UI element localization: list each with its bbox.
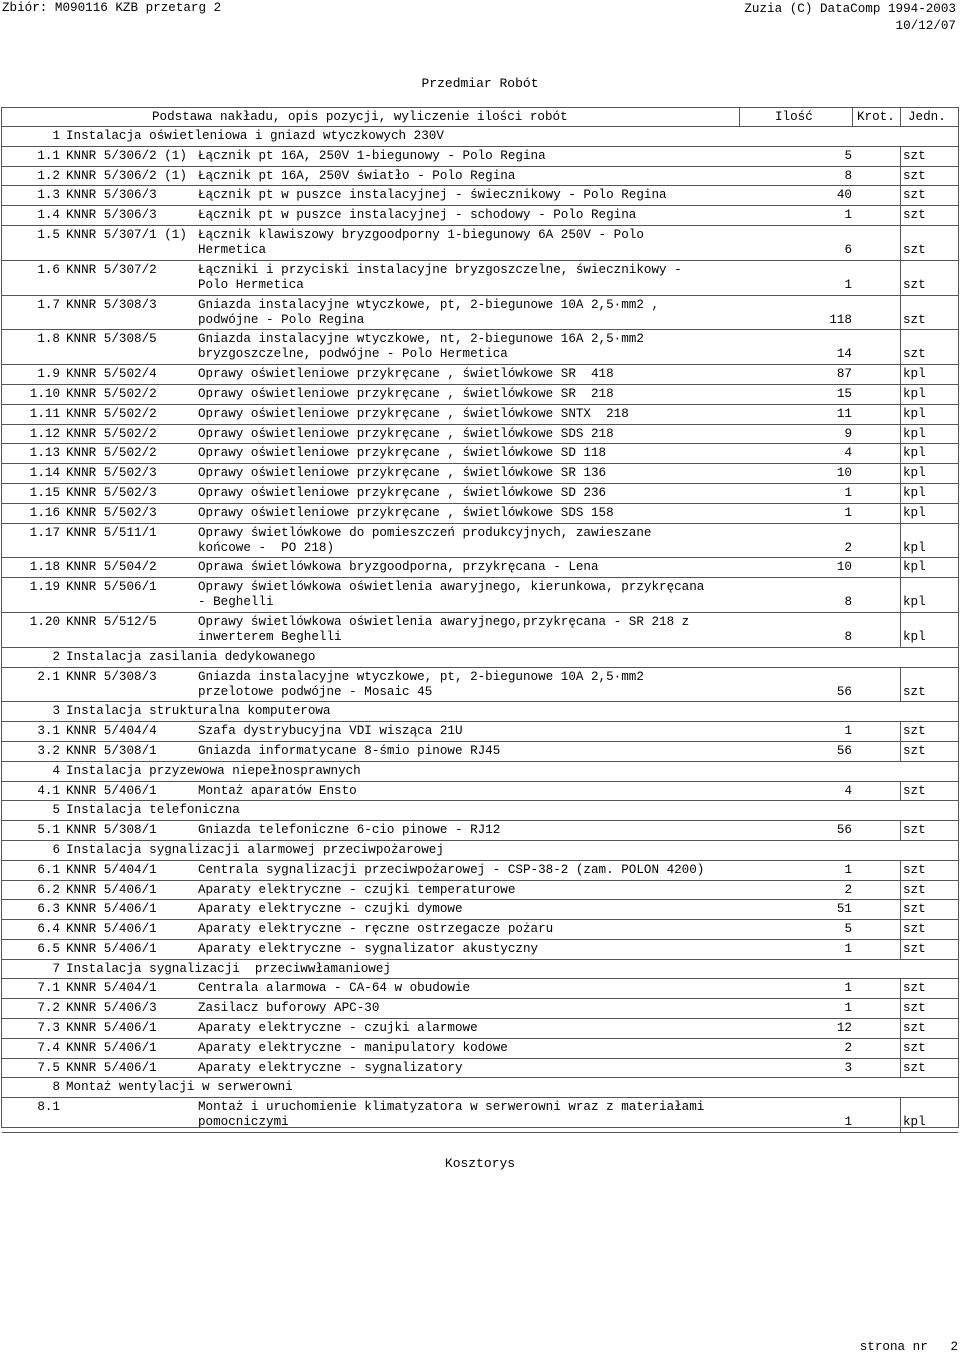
- item-number: 1.2: [37, 168, 60, 183]
- section-row: [2, 1078, 958, 1098]
- item-description: Łącznik klawiszowy bryzgoodporny 1-biegunowy 6A 250V - Polo Hermetica: [198, 227, 644, 257]
- item-number: 1.8: [37, 332, 60, 347]
- item-quantity: 1: [844, 277, 852, 292]
- item-description: Oprawy oświetleniowe przykręcane , świetlówkowe SR 136: [198, 466, 607, 481]
- item-description: Łącznik pt 16A, 250V światło - Polo Regina: [198, 168, 516, 183]
- item-quantity: 118: [829, 312, 852, 327]
- item-unit: szt: [903, 922, 926, 937]
- item-unit: szt: [903, 1060, 926, 1075]
- table-header: [2, 108, 958, 127]
- item-number: 1.20: [29, 614, 60, 629]
- norm-code: KNNR 5/406/3: [66, 1001, 157, 1016]
- item-description: Oprawy oświetleniowe przykręcane , świetlówkowe SDS 158: [198, 505, 614, 520]
- item-description: Aparaty elektryczne - czujki temperaturowe: [198, 882, 516, 897]
- table-body: [2, 127, 958, 1133]
- print-date: 10/12/07: [895, 19, 956, 33]
- norm-code: KNNR 5/308/3: [66, 669, 157, 684]
- item-description: Centrala sygnalizacji przeciwpożarowej - CSP-38-2 (zam. POLON 4200): [198, 862, 705, 877]
- item-unit: szt: [903, 242, 926, 257]
- item-unit: szt: [903, 188, 926, 203]
- section-title: Instalacja sygnalizacji przeciwwłamaniowej: [66, 961, 391, 976]
- item-description: Aparaty elektryczne - ręczne ostrzegacze pożaru: [198, 922, 554, 937]
- item-number: 6.3: [37, 902, 60, 917]
- item-unit: kpl: [903, 629, 926, 644]
- section-number: 1: [52, 129, 60, 143]
- item-quantity: 40: [836, 188, 852, 203]
- norm-code: KNNR 5/307/2: [66, 262, 157, 277]
- item-description: Aparaty elektryczne - czujki dymowe: [198, 902, 463, 917]
- section-title: Instalacja strukturalna komputerowa: [66, 704, 331, 719]
- item-number: 1.12: [29, 426, 60, 441]
- item-number: 1.19: [29, 580, 60, 595]
- column-header-description: Podstawa nakładu, opis pozycji, wyliczenie ilości robót: [152, 110, 568, 124]
- norm-code: KNNR 5/308/3: [66, 297, 157, 312]
- item-description: Oprawy świetlówkowa oświetlenia awaryjnego, kierunkowa, przykręcana - Beghelli: [198, 580, 705, 610]
- item-unit: szt: [903, 823, 926, 838]
- norm-code: KNNR 5/404/4: [66, 724, 157, 739]
- item-number: 7.2: [37, 1001, 60, 1016]
- table-row: [2, 226, 958, 261]
- item-unit: szt: [903, 684, 926, 699]
- item-description: Łącznik pt w puszce instalacyjnej - świecznikowy - Polo Regina: [198, 188, 667, 203]
- item-number: 7.1: [37, 981, 60, 996]
- norm-code: KNNR 5/502/3: [66, 466, 157, 481]
- norm-code: KNNR 5/406/1: [66, 1040, 157, 1055]
- item-description: Oprawy oświetleniowe przykręcane , świetlówkowe SNTX 218: [198, 406, 629, 421]
- table-row: [2, 861, 958, 881]
- section-row: [2, 960, 958, 980]
- section-row: [2, 127, 958, 147]
- item-number: 1.13: [29, 446, 60, 461]
- item-description: Gniazda informatycane 8-śmio pinowe RJ45: [198, 743, 501, 758]
- norm-code: KNNR 5/504/2: [66, 560, 157, 575]
- item-description: Łącznik pt 16A, 250V 1-biegunowy - Polo Regina: [198, 148, 546, 163]
- item-description: Oprawy oświetleniowe przykręcane , świetlówkowe SR 218: [198, 386, 614, 401]
- item-unit: kpl: [903, 466, 926, 481]
- item-unit: szt: [903, 1040, 926, 1055]
- norm-code: KNNR 5/308/5: [66, 332, 157, 347]
- item-quantity: 56: [836, 684, 852, 699]
- item-quantity: 10: [836, 560, 852, 575]
- item-description: Gniazda instalacyjne wtyczkowe, pt, 2-biegunowe 10A 2,5·mm2 , podwójne - Polo Regina: [198, 297, 660, 327]
- item-unit: szt: [903, 148, 926, 163]
- item-quantity: 5: [844, 922, 852, 937]
- item-unit: kpl: [903, 505, 926, 520]
- item-quantity: 6: [844, 242, 852, 257]
- item-quantity: 4: [844, 446, 852, 461]
- item-number: 1.1: [37, 148, 60, 163]
- item-number: 6.1: [37, 862, 60, 877]
- item-unit: szt: [903, 882, 926, 897]
- item-number: 1.10: [29, 386, 60, 401]
- table-row: [2, 900, 958, 920]
- item-quantity: 15: [836, 386, 852, 401]
- item-number: 1.14: [29, 466, 60, 481]
- norm-code: KNNR 5/406/1: [66, 922, 157, 937]
- item-number: 1.18: [29, 560, 60, 575]
- estimate-table: [1, 107, 959, 1128]
- column-header-unit: Jedn.: [908, 110, 946, 124]
- norm-code: KNNR 5/306/2 (1): [66, 148, 187, 163]
- section-title: Instalacja zasilania dedykowanego: [66, 649, 316, 664]
- norm-code: KNNR 5/502/3: [66, 505, 157, 520]
- item-number: 2.1: [37, 669, 60, 684]
- item-unit: kpl: [903, 426, 926, 441]
- section-number: 7: [52, 961, 60, 976]
- norm-code: KNNR 5/406/1: [66, 1060, 157, 1075]
- norm-code: KNNR 5/502/2: [66, 446, 157, 461]
- item-quantity: 56: [836, 743, 852, 758]
- table-row: [2, 578, 958, 613]
- item-number: 1.17: [29, 525, 60, 540]
- item-unit: szt: [903, 862, 926, 877]
- item-unit: kpl: [903, 446, 926, 461]
- item-quantity: 1: [844, 724, 852, 739]
- item-unit: szt: [903, 743, 926, 758]
- norm-code: KNNR 5/308/1: [66, 823, 157, 838]
- item-quantity: 8: [844, 595, 852, 610]
- table-row: [2, 558, 958, 578]
- item-unit: szt: [903, 208, 926, 223]
- table-row: [2, 1019, 958, 1039]
- item-unit: kpl: [903, 560, 926, 575]
- item-unit: szt: [903, 1001, 926, 1016]
- item-number: 7.3: [37, 1021, 60, 1036]
- section-row: [2, 801, 958, 821]
- table-row: [2, 999, 958, 1019]
- item-unit: kpl: [903, 386, 926, 401]
- page-number: strona nr 2: [859, 1340, 958, 1354]
- norm-code: KNNR 5/306/3: [66, 188, 157, 203]
- item-description: Oprawa świetlówkowa bryzgoodporna, przykręcana - Lena: [198, 560, 599, 575]
- item-quantity: 2: [844, 540, 852, 555]
- norm-code: KNNR 5/502/2: [66, 426, 157, 441]
- norm-code: KNNR 5/502/3: [66, 485, 157, 500]
- item-description: Montaż i uruchomienie klimatyzatora w serwerowni wraz z materiałami pomocniczymi: [198, 1100, 705, 1130]
- item-quantity: 2: [844, 1040, 852, 1055]
- item-unit: szt: [903, 902, 926, 917]
- item-unit: szt: [903, 277, 926, 292]
- item-number: 3.2: [37, 743, 60, 758]
- table-row: [2, 722, 958, 742]
- item-number: 7.5: [37, 1060, 60, 1075]
- item-unit: kpl: [903, 540, 926, 555]
- table-row: [2, 261, 958, 296]
- item-unit: kpl: [903, 485, 926, 500]
- item-quantity: 51: [836, 902, 852, 917]
- item-quantity: 2: [844, 882, 852, 897]
- item-quantity: 1: [844, 485, 852, 500]
- item-unit: kpl: [903, 406, 926, 421]
- norm-code: KNNR 5/506/1: [66, 580, 157, 595]
- item-description: Gniazda instalacyjne wtyczkowe, nt, 2-biegunowe 16A 2,5·mm2 bryzgoszczelne, podwójne - Polo Hermetica: [198, 332, 644, 362]
- norm-code: KNNR 5/511/1: [66, 525, 157, 540]
- item-description: Szafa dystrybucyjna VDI wisząca 21U: [198, 724, 463, 739]
- item-description: Oprawy oświetleniowe przykręcane , świetlówkowe SD 118: [198, 446, 607, 461]
- item-number: 1.4: [37, 208, 60, 223]
- column-header-multiplier: Krot.: [857, 110, 895, 124]
- item-unit: szt: [903, 347, 926, 362]
- norm-code: KNNR 5/307/1 (1): [66, 227, 187, 242]
- item-quantity: 14: [836, 347, 852, 362]
- item-quantity: 3: [844, 1060, 852, 1075]
- item-quantity: 1: [844, 208, 852, 223]
- norm-code: KNNR 5/404/1: [66, 862, 157, 877]
- norm-code: KNNR 5/306/3: [66, 208, 157, 223]
- section-title: Instalacja przyzewowa niepełnosprawnych: [66, 763, 361, 778]
- copyright: Zuzia (C) DataComp 1994-2003: [744, 2, 956, 16]
- section-number: 8: [52, 1080, 60, 1095]
- item-number: 5.1: [37, 823, 60, 838]
- section-row: [2, 648, 958, 668]
- table-row: [2, 405, 958, 425]
- table-row: [2, 330, 958, 365]
- item-description: Aparaty elektryczne - sygnalizator akustyczny: [198, 941, 539, 956]
- table-row: [2, 1039, 958, 1059]
- table-row: [2, 940, 958, 960]
- item-number: 6.4: [37, 922, 60, 937]
- item-number: 1.3: [37, 188, 60, 203]
- item-unit: szt: [903, 941, 926, 956]
- item-description: Aparaty elektryczne - czujki alarmowe: [198, 1021, 478, 1036]
- item-quantity: 1: [844, 1001, 852, 1016]
- table-row: [2, 484, 958, 504]
- norm-code: KNNR 5/502/2: [66, 386, 157, 401]
- item-quantity: 8: [844, 168, 852, 183]
- section-number: 3: [52, 704, 60, 719]
- item-description: Oprawy oświetleniowe przykręcane , świetlówkowe SD 236: [198, 485, 607, 500]
- section-number: 5: [52, 803, 60, 818]
- item-description: Gniazda instalacyjne wtyczkowe, pt, 2-biegunowe 10A 2,5·mm2 przelotowe podwójne - Mosaic 45: [198, 669, 644, 699]
- table-row: [2, 167, 958, 187]
- item-unit: kpl: [903, 1115, 926, 1130]
- table-row: [2, 504, 958, 524]
- norm-code: KNNR 5/306/2 (1): [66, 168, 187, 183]
- item-quantity: 8: [844, 629, 852, 644]
- item-description: Łącznik pt w puszce instalacyjnej - schodowy - Polo Regina: [198, 208, 637, 223]
- table-row: [2, 881, 958, 901]
- item-number: 1.15: [29, 485, 60, 500]
- item-quantity: 1: [844, 981, 852, 996]
- item-description: Oprawy świetlówkowa oświetlenia awaryjnego,przykręcana - SR 218 z inwerterem Beghelli: [198, 614, 690, 644]
- section-title: Instalacja sygnalizacji alarmowej przeciwpożarowej: [66, 842, 444, 857]
- item-description: Oprawy oświetleniowe przykręcane , świetlówkowe SDS 218: [198, 426, 614, 441]
- section-row: [2, 841, 958, 861]
- item-number: 1.11: [29, 406, 60, 421]
- item-quantity: 9: [844, 426, 852, 441]
- item-description: Oprawy oświetleniowe przykręcane , świetlówkowe SR 418: [198, 367, 614, 382]
- item-number: 8.1: [37, 1100, 60, 1115]
- table-row: [2, 206, 958, 226]
- item-quantity: 1: [844, 862, 852, 877]
- table-row: [2, 742, 958, 762]
- norm-code: KNNR 5/406/1: [66, 882, 157, 897]
- item-number: 7.4: [37, 1040, 60, 1055]
- table-row: [2, 296, 958, 331]
- item-description: Aparaty elektryczne - manipulatory kodowe: [198, 1040, 508, 1055]
- item-unit: kpl: [903, 595, 926, 610]
- software-label: [744, 1, 956, 35]
- item-description: Gniazda telefoniczne 6-cio pinowe - RJ12: [198, 823, 501, 838]
- item-description: Zasilacz buforowy APC-30: [198, 1001, 380, 1016]
- item-number: 1.6: [37, 262, 60, 277]
- collection-label: Zbiór: M090116 KZB przetarg 2: [2, 1, 222, 15]
- norm-code: KNNR 5/512/5: [66, 614, 157, 629]
- table-row: [2, 524, 958, 559]
- footer-label: Kosztorys: [444, 1156, 516, 1171]
- item-number: 4.1: [37, 783, 60, 798]
- table-row: [2, 186, 958, 206]
- item-quantity: 4: [844, 783, 852, 798]
- table-row: [2, 1098, 958, 1133]
- item-description: Montaż aparatów Ensto: [198, 783, 357, 798]
- table-row: [2, 979, 958, 999]
- item-description: Oprawy świetlówkowe do pomieszczeń produkcyjnych, zawieszane końcowe - PO 218): [198, 525, 652, 555]
- item-description: Aparaty elektryczne - sygnalizatory: [198, 1060, 463, 1075]
- table-row: [2, 365, 958, 385]
- item-number: 1.16: [29, 505, 60, 520]
- item-quantity: 12: [836, 1021, 852, 1036]
- table-row: [2, 920, 958, 940]
- item-number: 3.1: [37, 724, 60, 739]
- table-row: [2, 425, 958, 445]
- table-row: [2, 613, 958, 648]
- item-quantity: 56: [836, 823, 852, 838]
- table-row: [2, 668, 958, 703]
- section-title: Instalacja oświetleniowa i gniazd wtyczkowych 230V: [66, 129, 444, 143]
- item-unit: kpl: [903, 367, 926, 382]
- item-number: 6.2: [37, 882, 60, 897]
- item-unit: szt: [903, 783, 926, 798]
- item-quantity: 11: [836, 406, 852, 421]
- item-quantity: 1: [844, 505, 852, 520]
- item-quantity: 1: [844, 1115, 852, 1130]
- page-title: Przedmiar Robót: [421, 76, 539, 91]
- item-number: 1.9: [37, 367, 60, 382]
- norm-code: KNNR 5/406/1: [66, 783, 157, 798]
- table-row: [2, 782, 958, 802]
- norm-code: KNNR 5/502/4: [66, 367, 157, 382]
- section-number: 6: [52, 842, 60, 857]
- item-unit: szt: [903, 168, 926, 183]
- section-title: Instalacja telefoniczna: [66, 803, 240, 818]
- section-number: 4: [52, 763, 60, 778]
- item-unit: szt: [903, 724, 926, 739]
- norm-code: KNNR 5/406/1: [66, 902, 157, 917]
- table-row: [2, 385, 958, 405]
- table-row: [2, 147, 958, 167]
- item-quantity: 10: [836, 466, 852, 481]
- table-row: [2, 464, 958, 484]
- section-number: 2: [52, 649, 60, 664]
- item-number: 1.5: [37, 227, 60, 242]
- item-quantity: 87: [836, 367, 852, 382]
- item-number: 6.5: [37, 941, 60, 956]
- item-unit: szt: [903, 312, 926, 327]
- item-unit: szt: [903, 1021, 926, 1036]
- table-row: [2, 444, 958, 464]
- norm-code: KNNR 5/406/1: [66, 1021, 157, 1036]
- item-description: Łączniki i przyciski instalacyjne bryzgoszczelne, świecznikowy - Polo Hermetica: [198, 262, 682, 292]
- norm-code: KNNR 5/502/2: [66, 406, 157, 421]
- item-quantity: 1: [844, 941, 852, 956]
- column-header-quantity: Ilość: [775, 110, 813, 124]
- section-row: [2, 702, 958, 722]
- table-row: [2, 1059, 958, 1079]
- item-description: Centrala alarmowa - CA-64 w obudowie: [198, 981, 471, 996]
- item-number: 1.7: [37, 297, 60, 312]
- section-row: [2, 762, 958, 782]
- norm-code: KNNR 5/406/1: [66, 941, 157, 956]
- norm-code: KNNR 5/404/1: [66, 981, 157, 996]
- section-title: Montaż wentylacji w serwerowni: [66, 1080, 293, 1095]
- norm-code: KNNR 5/308/1: [66, 743, 157, 758]
- item-unit: szt: [903, 981, 926, 996]
- table-row: [2, 821, 958, 841]
- item-quantity: 5: [844, 148, 852, 163]
